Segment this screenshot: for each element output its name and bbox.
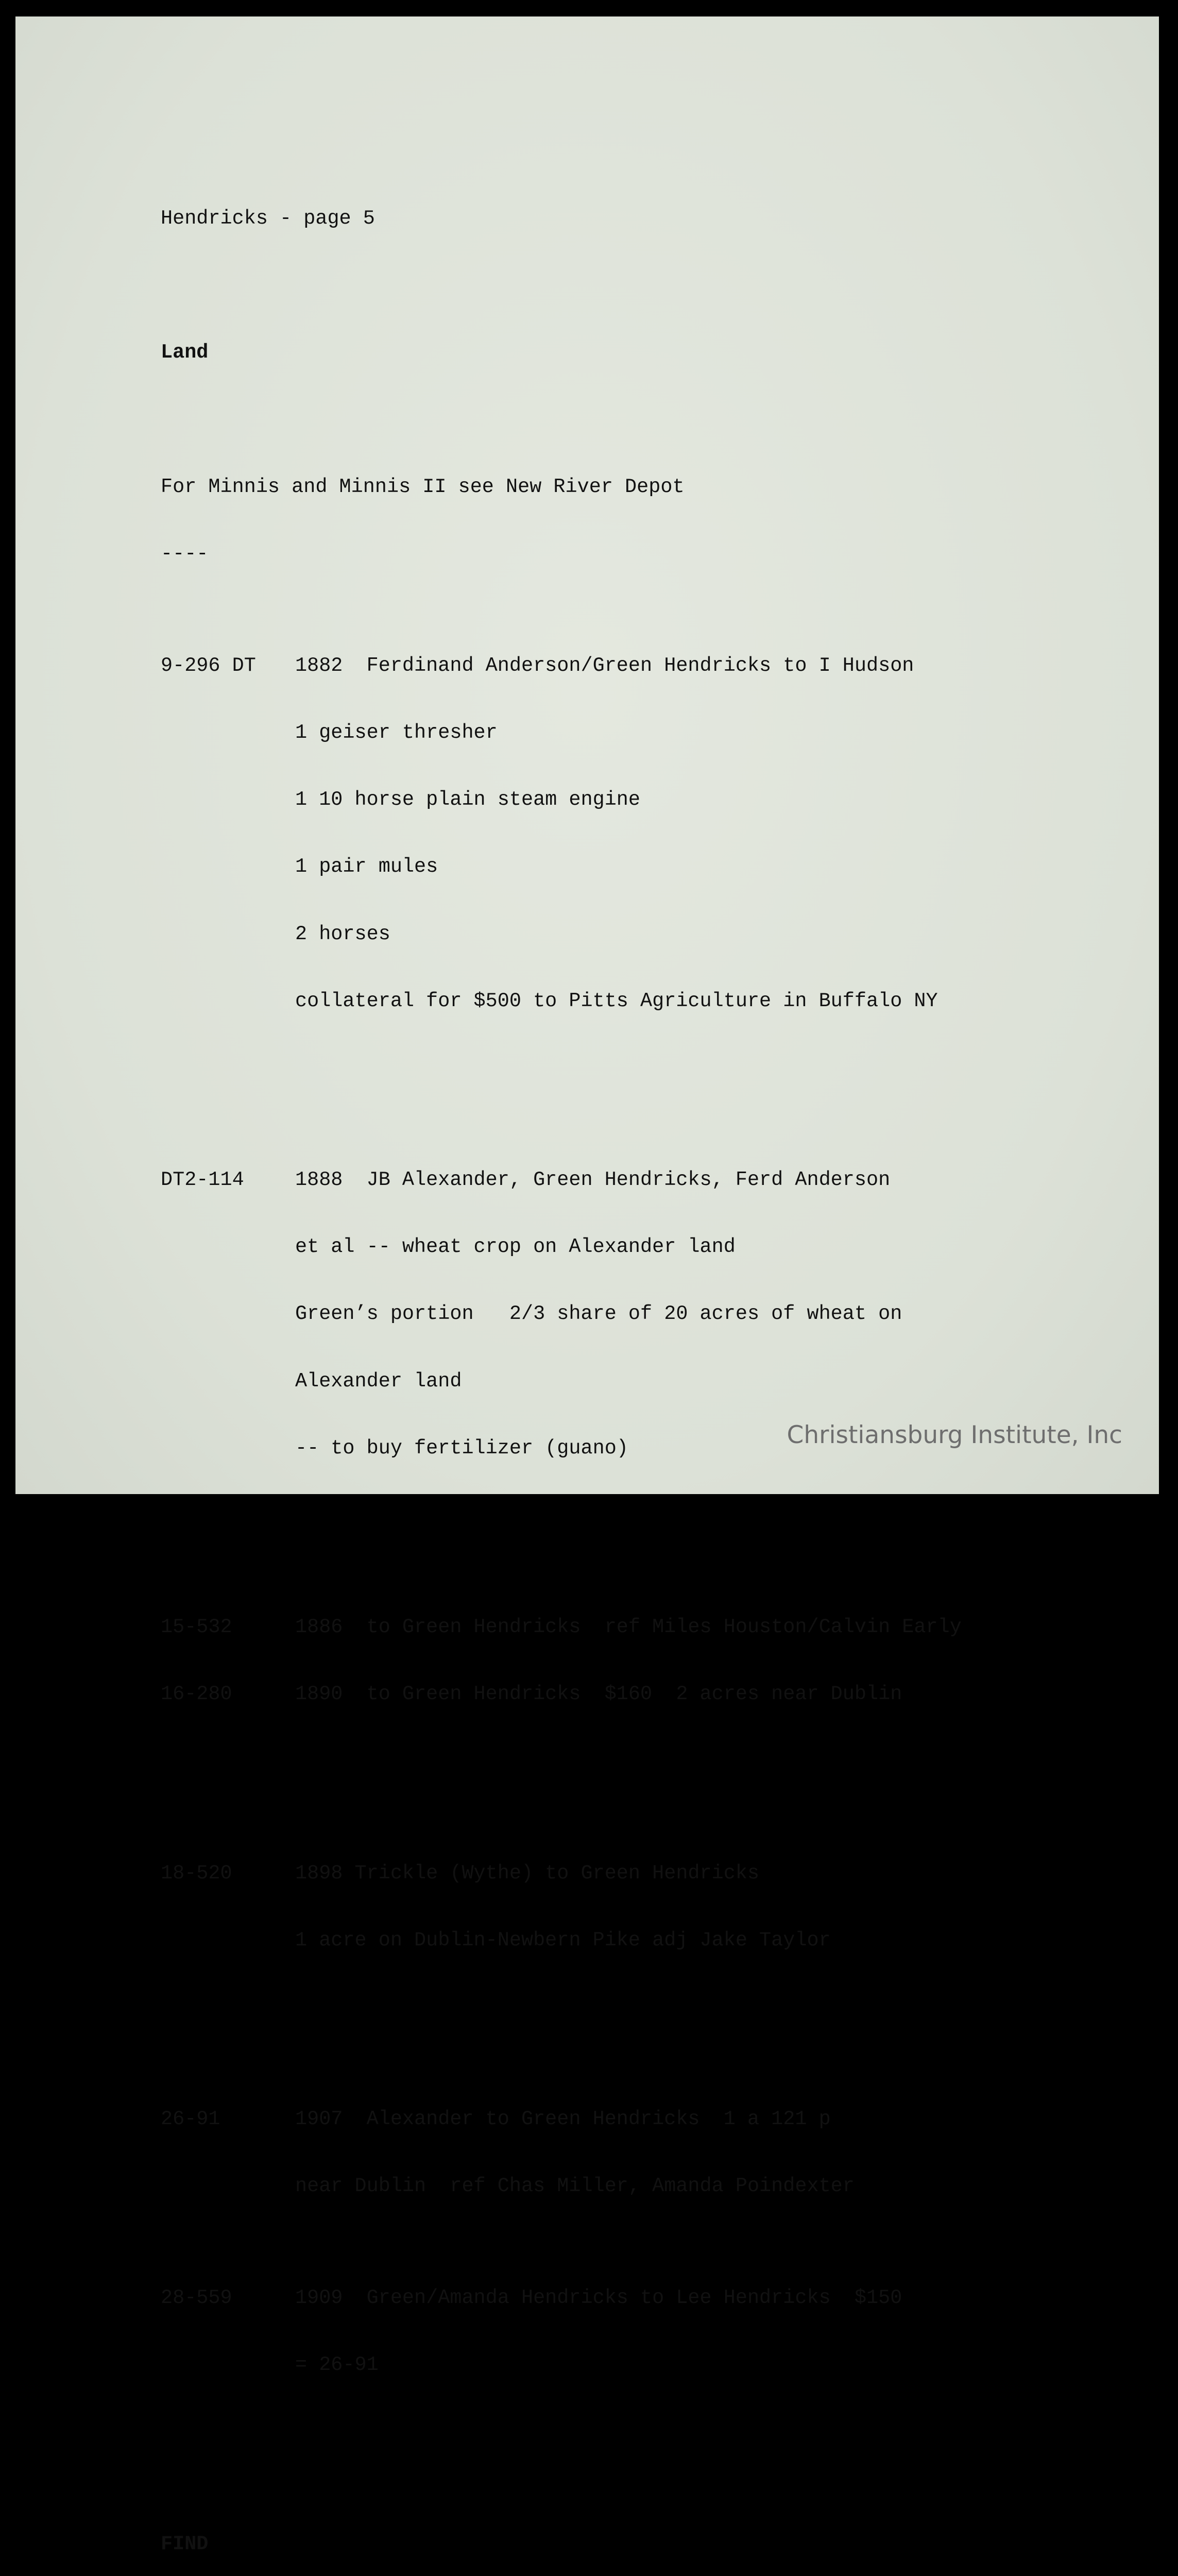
entry-line: 1890 to Green Hendricks $160 2 acres near Dublin [295,1683,902,1706]
document-body [161,163,962,2576]
entry-row [161,1683,962,1705]
separator: ---- [161,542,209,565]
document-page [15,16,1159,2555]
find-title: FIND [161,2532,209,2555]
page-header: Hendricks - page 5 [161,207,375,230]
entry-ref: 16-280 [161,1683,232,1706]
entry-line: et al -- wheat crop on Alexander land [295,1235,736,1259]
entry-line: 1898 Trickle (Wythe) to Green Hendricks [295,1861,760,1885]
entry-ref: 9-296 DT [161,654,256,677]
watermark: Christiansburg Institute, Inc [787,1421,1122,1449]
entry-line: 1882 Ferdinand Anderson/Green Hendricks to I Hudson [295,654,914,677]
entry-line: near Dublin ref Chas Miller, Amanda Poindexter [295,2175,855,2198]
entry-line: 1 geiser thresher [295,721,498,744]
entry-line: Alexander land [295,1369,462,1393]
entry-line: 1 pair mules [295,855,438,878]
entry-row [161,1169,962,1191]
entry-ref: 18-520 [161,1861,232,1885]
entry-row [161,2287,962,2309]
entry-ref: 26-91 [161,2107,220,2130]
section-title: Land [161,341,209,364]
entry-row [161,655,962,677]
entry-line: 1 acre on Dublin-Newbern Pike adj Jake Taylor [295,1928,831,1952]
entry-ref: 15-532 [161,1616,232,1639]
entry-row [161,1862,962,1885]
entry-ref: 28-559 [161,2286,232,2310]
entry-line: 1909 Green/Amanda Hendricks to Lee Hendricks $150 [295,2286,902,2310]
entry-line: 2 horses [295,922,390,945]
entry-line: Green’s portion 2/3 share of 20 acres of wheat on [295,1302,902,1326]
entry-line: 1886 to Green Hendricks ref Miles Houston/Calvin Early [295,1616,962,1639]
entry-row [161,2108,962,2130]
entry-line: collateral for $500 to Pitts Agriculture in Buffalo NY [295,989,938,1012]
intro-line: For Minnis and Minnis II see New River Depot [161,475,685,498]
entry-line: 1907 Alexander to Green Hendricks 1 a 121 p [295,2107,831,2130]
entry-row [161,1616,962,1638]
entry-line: -- to buy fertilizer (guano) [295,1436,628,1460]
entry-line: 1888 JB Alexander, Green Hendricks, Ferd Anderson [295,1168,891,1192]
entry-ref: DT2-114 [161,1168,244,1192]
entry-line: = 26-91 [295,2353,379,2377]
entry-line: 1 10 horse plain steam engine [295,788,641,811]
